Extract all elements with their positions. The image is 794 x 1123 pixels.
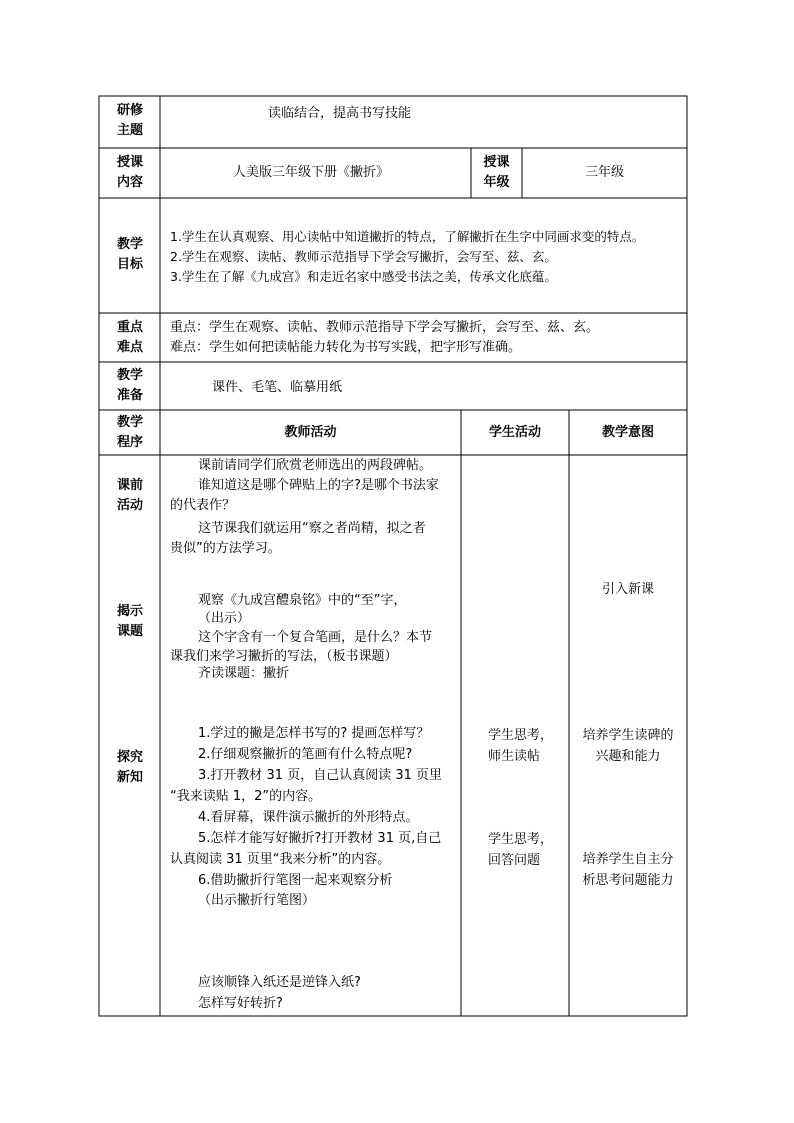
teacher-line: 6.借助撇折行笔图一起来观察分析 — [198, 873, 393, 888]
section-reveal-topic: 揭示 课题 — [116, 604, 143, 639]
teacher-activity-header: 教师活动 — [284, 425, 337, 440]
goal-3: 3.学生在了解《九成宫》和走近名家中感受书法之美，传承文化底蕴。 — [170, 269, 557, 284]
course-value: 人美版三年级下册《撇折》 — [233, 165, 390, 180]
section-explore: 探究 新知 — [116, 750, 143, 785]
teacher-line: 贵似”的方法学习。 — [170, 541, 281, 556]
teaching-intent: 引入新课 — [601, 582, 654, 597]
teacher-line: 齐读课题：撇折 — [198, 666, 290, 681]
teacher-line: 谁知道这是哪个碑贴上的字?是哪个书法家 — [198, 478, 439, 493]
student-activity-header: 学生活动 — [488, 425, 541, 440]
teaching-intent: 析思考问题能力 — [582, 873, 674, 888]
teacher-line: 5.怎样才能写好撇折?打开教材 31 页,自己 — [198, 831, 442, 846]
teaching-intent-header: 教学意图 — [601, 425, 654, 440]
teacher-line: 观察《九成宫醴泉铭》中的“至”字， — [198, 593, 407, 608]
teacher-line: （出示） — [198, 611, 251, 626]
teacher-line: 课我们来学习撇折的写法，（板书课题） — [170, 649, 398, 664]
grade-value: 三年级 — [584, 165, 624, 180]
teacher-line: （出示撇折行笔图） — [198, 893, 316, 908]
teaching-intent: 培养学生自主分 — [582, 852, 674, 867]
teacher-line: 4.看屏幕，课件演示撇折的外形特点。 — [198, 810, 419, 825]
topic-value: 读临结合，提高书写技能 — [268, 106, 412, 121]
teaching-intent: 培养学生读碑的 — [582, 728, 674, 743]
student-activity: 回答问题 — [488, 853, 541, 868]
topic-label: 研修 主题 — [116, 103, 143, 138]
key-label: 重点 难点 — [116, 320, 143, 355]
goal-1: 1.学生在认真观察、用心读帖中知道撇折的特点，了解撇折在生字中同画求变的特点。 — [170, 229, 645, 244]
teacher-line: 这个字含有一个复合笔画，是什么？本节 — [198, 630, 433, 645]
process-label: 教学 程序 — [116, 415, 143, 450]
teacher-line: 2.仔细观察撇折的笔画有什么特点呢? — [198, 747, 413, 762]
teacher-line: 课前请同学们欣赏老师选出的两段碑帖。 — [198, 458, 433, 473]
section-pre-class: 课前 活动 — [116, 478, 143, 513]
prep-label: 教学 准备 — [116, 368, 143, 403]
course-label: 授课 内容 — [116, 155, 143, 190]
student-activity: 师生读帖 — [488, 749, 541, 764]
teacher-line: 怎样写好转折? — [198, 996, 283, 1011]
difficult-point: 难点：学生如何把读帖能力转化为书写实践，把字形写准确。 — [170, 340, 522, 355]
goal-2: 2.学生在观察、读帖、教师示范指导下学会写撇折，会写至、兹、玄。 — [170, 249, 557, 264]
teacher-line: “我来读贴 1，2”的内容。 — [170, 789, 322, 804]
teacher-line: 这节课我们就运用“察之者尚精，拟之者 — [198, 521, 426, 536]
teacher-line: 认真阅读 31 页里“我来分析”的内容。 — [170, 852, 391, 867]
goals-label: 教学 目标 — [116, 237, 143, 272]
prep-value: 课件、毛笔、临摹用纸 — [212, 380, 343, 395]
teacher-line: 应该顺锋入纸还是逆锋入纸? — [198, 975, 361, 990]
teaching-intent: 兴趣和能力 — [595, 749, 661, 764]
teacher-line: 的代表作？ — [170, 498, 236, 513]
student-activity: 学生思考， — [488, 832, 554, 847]
key-point: 重点：学生在观察、读帖、教师示范指导下学会写撇折，会写至、兹、玄。 — [170, 320, 600, 335]
student-activity: 学生思考， — [488, 728, 554, 743]
grade-label: 授课 年级 — [483, 155, 510, 190]
teacher-line: 3.打开教材 31 页，自己认真阅读 31 页里 — [198, 768, 443, 783]
teacher-line: 1.学过的撇是怎样书写的? 提画怎样写？ — [198, 726, 430, 741]
